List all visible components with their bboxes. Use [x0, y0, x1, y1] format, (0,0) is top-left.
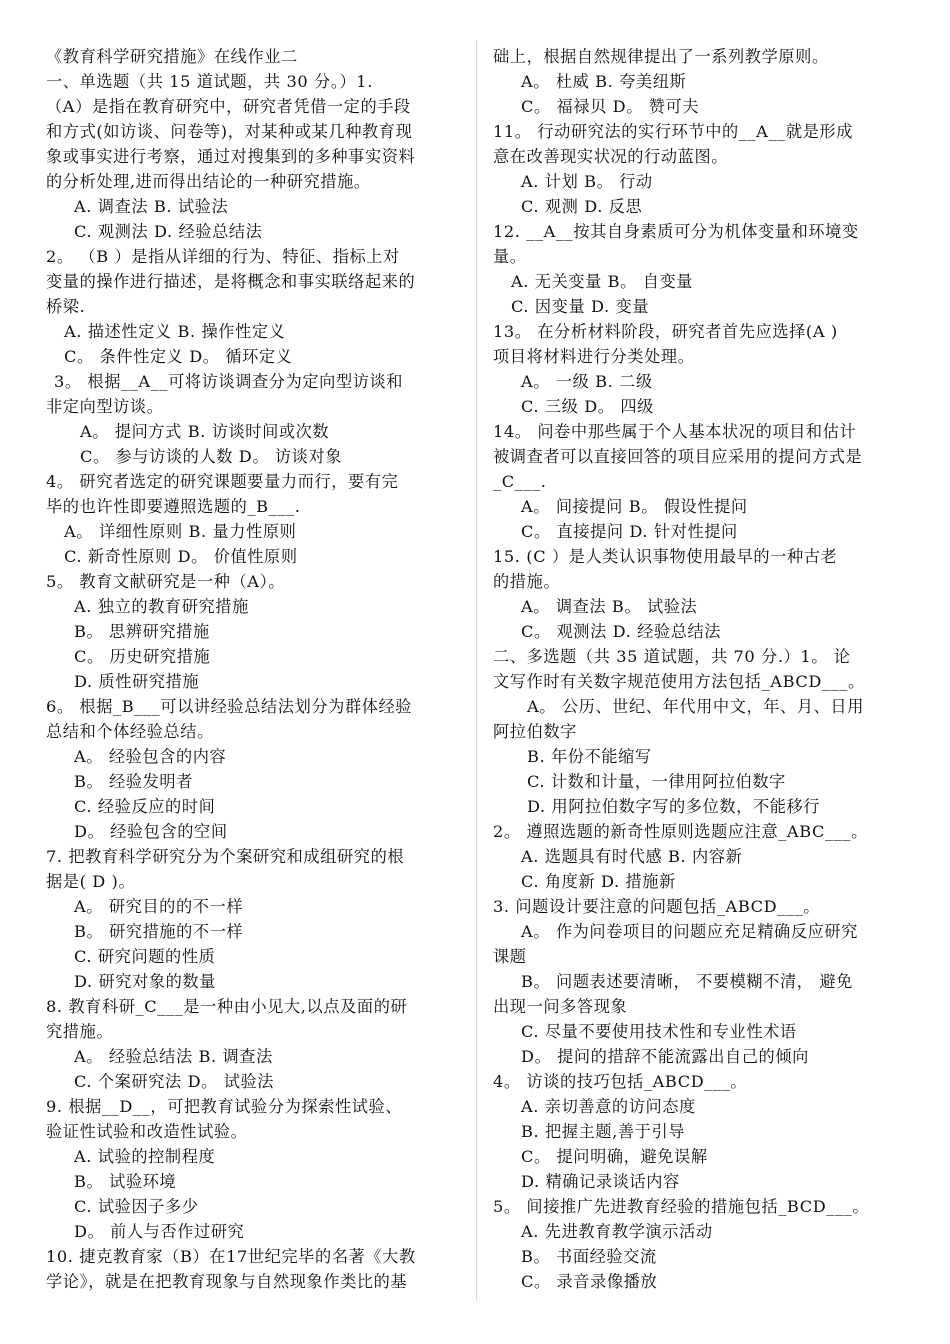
text-line: C。 提问明确，避免误解 [521, 1147, 708, 1166]
text-line: C. 新奇性原则 D。 价值性原则 [64, 547, 298, 566]
text-line: C. 角度新 D. 措施新 [521, 872, 676, 891]
text-line: 总结和个体经验总结。 [46, 722, 214, 741]
text-line: C. 三级 D。 四级 [521, 397, 654, 416]
text-line: C。 参与访谈的人数 D。 访谈对象 [80, 447, 343, 466]
text-line: A. 计划 B。 行动 [521, 172, 653, 191]
text-line: A. 试验的控制程度 [74, 1147, 216, 1166]
text-line: 13。 在分析材料阶段，研究者首先应选择(A ) [493, 322, 838, 341]
text-line: 4。 访谈的技巧包括_ABCD___。 [493, 1072, 748, 1091]
text-line: 课题 [493, 947, 527, 966]
text-line: C. 计数和计量，一律用阿拉伯数字 [527, 772, 786, 791]
text-line: A。 经验总结法 B. 调查法 [74, 1047, 273, 1066]
text-line: 象或事实进行考察，通过对搜集到的多种事实资料 [46, 147, 416, 166]
text-line: C. 观测 D. 反思 [521, 197, 643, 216]
column-divider [476, 40, 477, 1300]
text-line: 础上，根据自然规律提出了一系列教学原则。 [493, 47, 829, 66]
text-line: A。 研究目的的不一样 [74, 897, 244, 916]
text-line: 项目将材料进行分类处理。 [493, 347, 695, 366]
text-line: D。 提问的措辞不能流露出自己的倾向 [521, 1047, 809, 1066]
text-line: C. 尽量不要使用技术性和专业性术语 [521, 1022, 797, 1041]
text-line: C. 个案研究法 D。 试验法 [74, 1072, 275, 1091]
text-line: 被调查者可以直接回答的项目应采用的提问方式是 [493, 447, 863, 466]
text-line: A。 公历、世纪、年代用中文，年、月、日用 [527, 697, 864, 716]
text-line: A。 经验包含的内容 [74, 747, 227, 766]
text-line: 《教育科学研究措施》在线作业二 [46, 47, 298, 66]
text-line: 5。 间接推广先进教育经验的措施包括_BCD___。 [493, 1197, 870, 1216]
text-line: D. 研究对象的数量 [74, 972, 217, 991]
text-line: 8. 教育科研_C___是一种由小见大,以点及面的研 [46, 997, 408, 1016]
text-line: A. 调查法 B. 试验法 [74, 197, 229, 216]
text-line: A。 作为问卷项目的问题应充足精确反应研究 [521, 922, 858, 941]
text-line: 2。 遵照选题的新奇性原则选题应注意_ABC___。 [493, 822, 868, 841]
text-line: 的分析处理,进而得出结论的一种研究措施。 [46, 172, 371, 191]
text-line: A. 亲切善意的访问态度 [521, 1097, 696, 1116]
text-line: 15. (C ）是人类认识事物使用最早的一种古老 [493, 547, 838, 566]
text-line: C。 观测法 D. 经验总结法 [521, 622, 722, 641]
text-line: B. 年份不能缩写 [527, 747, 652, 766]
text-line: D. 质性研究措施 [74, 672, 200, 691]
text-line: D。 前人与否作过研究 [74, 1222, 245, 1241]
text-line: 的措施。 [493, 572, 561, 591]
text-line: 量。 [493, 247, 527, 266]
text-line: D. 精确记录谈话内容 [521, 1172, 680, 1191]
text-line: 9. 根据__D__，可把教育试验分为探索性试验、 [46, 1097, 403, 1116]
text-line: 学论》，就是在把教育现象与自然现象作类比的基 [46, 1272, 408, 1291]
text-line: 11。 行动研究法的实行环节中的__A__就是形成 [493, 122, 853, 141]
text-line: D. 用阿拉伯数字写的多位数，不能移行 [527, 797, 821, 816]
text-line: 非定向型访谈。 [46, 397, 164, 416]
text-line: C. 研究问题的性质 [74, 947, 216, 966]
text-line: C. 因变量 D. 变量 [511, 297, 650, 316]
text-line: A. 描述性定义 B. 操作性定义 [64, 322, 286, 341]
text-line: 和方式(如访谈、问卷等)，对某种或某几种教育现 [46, 122, 413, 141]
text-line: A。 提问方式 B. 访谈时间或次数 [80, 422, 330, 441]
text-line: 12. __A__按其自身素质可分为机体变量和环境变 [493, 222, 859, 241]
text-line: 究措施。 [46, 1022, 114, 1041]
text-line: C。 录音录像播放 [521, 1272, 658, 1291]
text-line: 14。 问卷中那些属于个人基本状况的项目和估计 [493, 422, 857, 441]
text-line: B。 研究措施的不一样 [74, 922, 244, 941]
text-line: 毕的也许性即要遵照选题的_B___. [46, 497, 301, 516]
text-line: A. 无关变量 B。 自变量 [511, 272, 694, 291]
text-line: C. 观测法 D. 经验总结法 [74, 222, 263, 241]
right-column [493, 44, 908, 1294]
text-line: B。 书面经验交流 [521, 1247, 657, 1266]
text-line: A. 先进教育教学演示活动 [521, 1222, 713, 1241]
text-line: 出现一问多答现象 [493, 997, 628, 1016]
text-line: 一、单选题（共 15 道试题，共 30 分。）1. [46, 72, 373, 91]
text-line: B。 思辨研究措施 [74, 622, 210, 641]
text-line: B. 把握主题,善于引导 [521, 1122, 686, 1141]
text-line: 桥梁. [46, 297, 86, 316]
text-line: 文写作时有关数字规范使用方法包括_ABCD___。 [493, 672, 865, 691]
text-line: A。 详细性原则 B. 量力性原则 [64, 522, 297, 541]
text-line: 6。 根据_B___可以讲经验总结法划分为群体经验 [46, 697, 413, 716]
text-line: A。 间接提问 B。 假设性提问 [521, 497, 748, 516]
text-line: 据是( D )。 [46, 872, 136, 891]
text-line: 验证性试验和改造性试验。 [46, 1122, 248, 1141]
text-line: D。 经验包含的空间 [74, 822, 228, 841]
text-line: C。 条件性定义 D。 循环定义 [64, 347, 293, 366]
text-line: B。 问题表述要清晰， 不要模糊不清， 避免 [521, 972, 853, 991]
text-line: 二、多选题（共 35 道试题，共 70 分.）1。 论 [493, 647, 851, 666]
text-line: 变量的操作进行描述，是将概念和事实联络起来的 [46, 272, 416, 291]
text-line: A。 一级 B. 二级 [521, 372, 653, 391]
text-line: 4。 研究者选定的研究课题要量力而行，要有完 [46, 472, 399, 491]
text-line: 3. 问题设计要注意的问题包括_ABCD___。 [493, 897, 821, 916]
text-line: A。 杜威 B. 夸美纽斯 [521, 72, 687, 91]
text-line: C。 福禄贝 D。 赞可夫 [521, 97, 700, 116]
text-line: _C___. [493, 472, 547, 491]
text-line: 2。 （B ）是指从详细的行为、特征、指标上对 [46, 247, 400, 266]
left-column [46, 44, 461, 1294]
text-line: 7. 把教育科学研究分为个案研究和成组研究的根 [46, 847, 405, 866]
text-line: 3。 根据__A__可将访谈调查分为定向型访谈和 [54, 372, 404, 391]
text-line: B。 试验环境 [74, 1172, 177, 1191]
text-line: C。 直接提问 D. 针对性提问 [521, 522, 738, 541]
text-line: A. 选题具有时代感 B. 内容新 [521, 847, 743, 866]
text-line: C. 试验因子多少 [74, 1197, 199, 1216]
text-line: 5。 教育文献研究是一种（A）。 [46, 572, 286, 591]
text-line: A。 调查法 B。 试验法 [521, 597, 698, 616]
text-line: （A）是指在教育研究中，研究者凭借一定的手段 [46, 97, 411, 116]
text-line: 10. 捷克教育家（B）在17世纪完毕的名著《大教 [46, 1247, 416, 1266]
text-line: B。 经验发明者 [74, 772, 193, 791]
text-line: C. 经验反应的时间 [74, 797, 216, 816]
text-line: A. 独立的教育研究措施 [74, 597, 249, 616]
text-line: 阿拉伯数字 [493, 722, 577, 741]
text-line: C。 历史研究措施 [74, 647, 211, 666]
text-line: 意在改善现实状况的行动蓝图。 [493, 147, 729, 166]
